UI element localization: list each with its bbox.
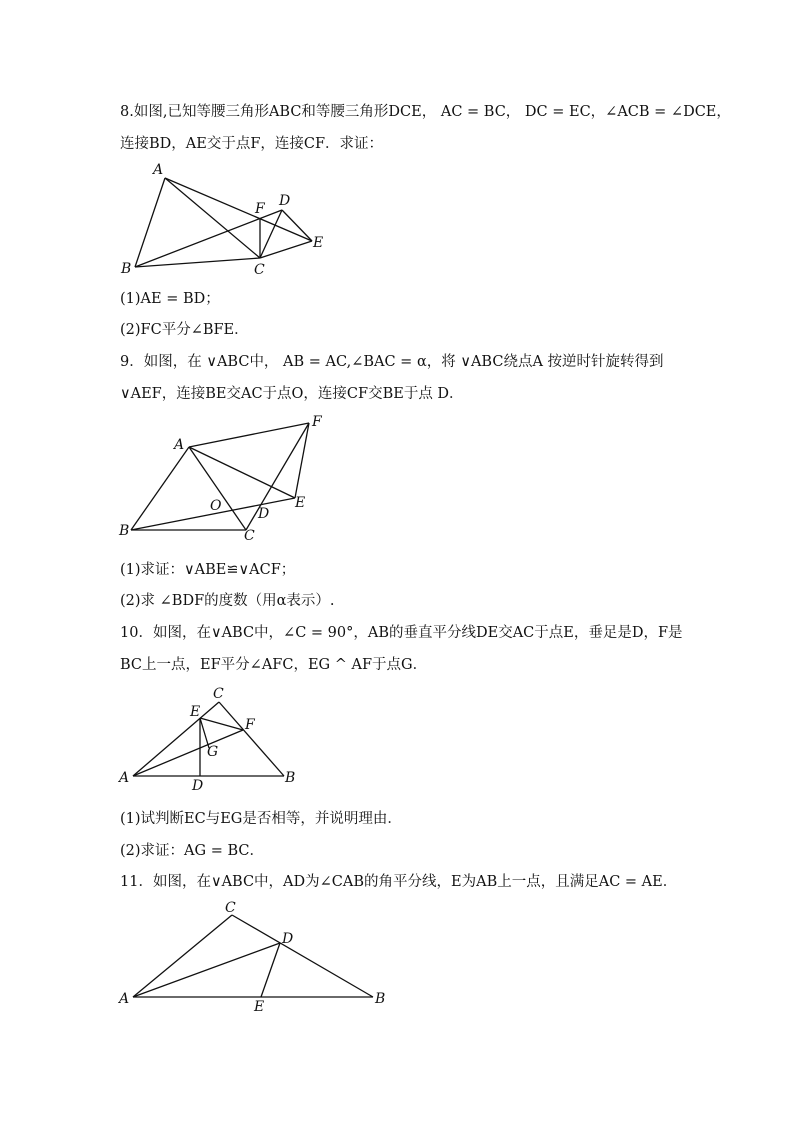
fig8-label-d: D [279, 193, 291, 209]
problem-10-part-1: (1)试判断EC与EG是否相等，并说明理由． [120, 811, 402, 827]
fig8-label-b: B [121, 261, 132, 277]
problem-8-part-1: (1)AE = BD； [120, 291, 220, 307]
fig8-label-a: A [153, 162, 164, 178]
fig10-label-b: B [285, 770, 296, 786]
fig11-label-c: C [225, 900, 236, 916]
fig10-label-d: D [192, 778, 204, 794]
fig10-label-e: E [190, 704, 201, 720]
fig9-label-b: B [119, 523, 130, 539]
problem-10-statement-line-1: 10．如图，在∨ABC中，∠C = 90°，AB的垂直平分线DE交AC于点E，垂足是D，F是 [120, 625, 683, 641]
problem-9-statement-line-1: 9．如图，在 ∨ABC中， AB = AC,∠BAC = α，将 ∨ABC绕点A 按逆时针旋转得到 [120, 354, 664, 370]
fig10-label-a: A [119, 770, 130, 786]
problem-8-statement-line-1: 8.如图,已知等腰三角形ABC和等腰三角形DCE， AC = BC， DC = EC，∠ACB = ∠DCE， [120, 104, 731, 120]
fig9-label-f: F [312, 414, 322, 430]
fig8-label-c: C [254, 262, 265, 278]
fig11-label-d: D [282, 931, 294, 947]
problem-10-part-2: (2)求证：AG = BC． [120, 843, 264, 859]
problem-11-statement-line-1: 11．如图，在∨ABC中，AD为∠CAB的角平分线，E为AB上一点，且满足AC = AE． [120, 874, 678, 890]
problem-9-statement-line-2: ∨AEF，连接BE交AC于点O，连接CF交BE于点 D． [120, 386, 464, 402]
problem-8-statement-line-2: 连接BD，AE交于点F，连接CF．求证： [120, 136, 384, 152]
problem-10-statement-line-2: BC上一点，EF平分∠AFC，EG ^ AF于点G． [120, 657, 428, 673]
fig11-label-b: B [375, 991, 386, 1007]
fig9-label-a: A [174, 437, 185, 453]
problem-8-part-2: (2)FC平分∠BFE． [120, 322, 249, 338]
fig9-label-e: E [295, 495, 306, 511]
fig10-label-c: C [213, 686, 224, 702]
fig9-label-d: D [258, 506, 270, 522]
fig8-label-e: E [313, 235, 324, 251]
problem-9-part-1: (1)求证：∨ABE≌∨ACF； [120, 562, 296, 578]
fig10-label-f: F [245, 717, 255, 733]
fig10-label-g: G [207, 744, 219, 760]
fig9-label-o: O [210, 498, 222, 514]
fig11-label-a: A [119, 991, 130, 1007]
fig9-label-c: C [244, 528, 255, 544]
fig8-label-f: F [255, 201, 265, 217]
fig11-label-e: E [254, 999, 265, 1015]
problem-9-part-2: (2)求 ∠BDF的度数（用α表示）. [120, 593, 335, 609]
